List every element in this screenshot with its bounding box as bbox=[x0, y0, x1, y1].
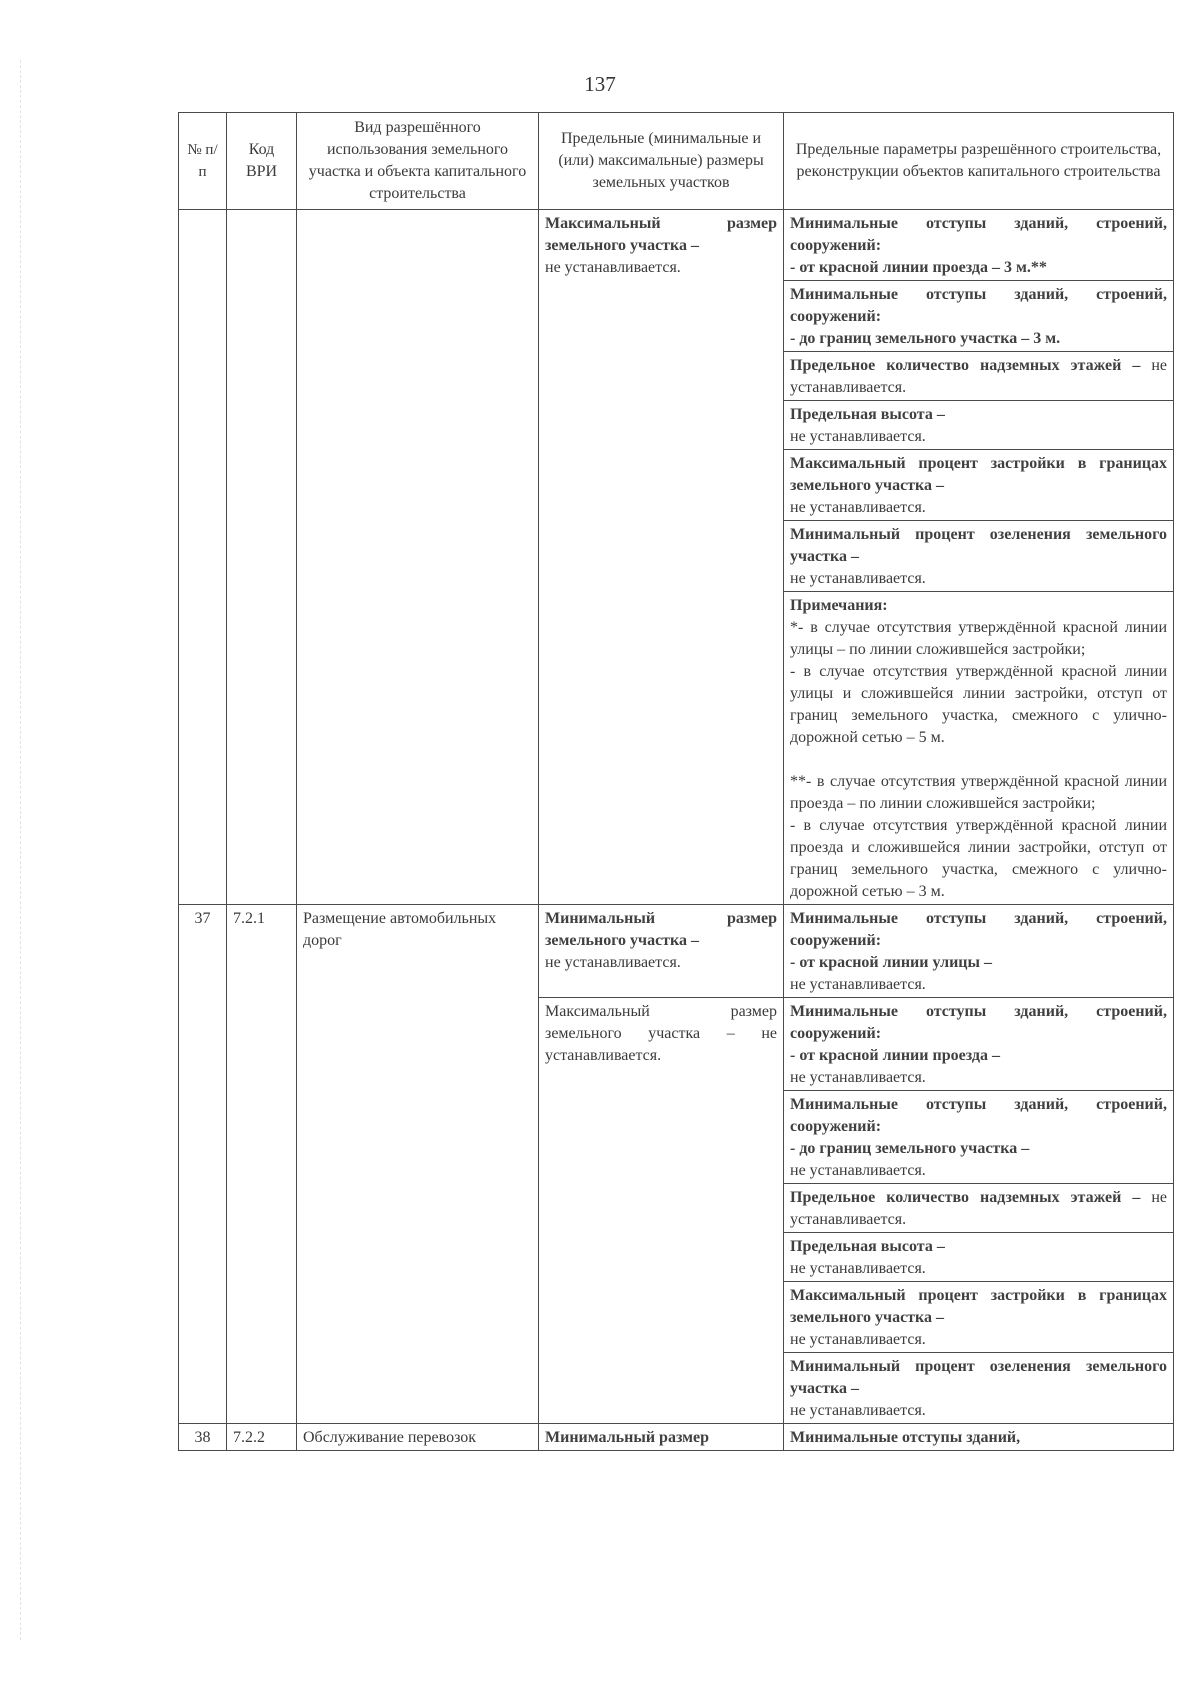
param-notes bbox=[784, 592, 1174, 905]
param-value: не устанавливается. bbox=[790, 499, 926, 516]
param-value: не устанавливается. bbox=[790, 570, 926, 587]
note-item: - в случае отсутствия утверждённой красной линии проезда и сложившейся линии застройки, отступ от границ земельного участка, смежного с улично-дорожной сетью – 3 м. bbox=[790, 817, 1167, 900]
param-value: не устанавливается. bbox=[790, 428, 926, 445]
param-setback bbox=[784, 1424, 1174, 1451]
regulations-table bbox=[178, 112, 1174, 1451]
param-value: не устанавливается. bbox=[790, 976, 926, 993]
table-row bbox=[179, 210, 1174, 281]
cell-code: 7.2.2 bbox=[227, 1424, 297, 1451]
param-setback-boundary bbox=[784, 281, 1174, 352]
cell-number: 37 bbox=[179, 905, 227, 1424]
max-size-label: Максимальный размер земельного участка – bbox=[545, 215, 777, 254]
notes-title: Примечания: bbox=[790, 597, 888, 614]
param-detail: - от красной линии проезда – 3 м.** bbox=[790, 259, 1047, 276]
cell-use-empty bbox=[297, 210, 539, 905]
table-row bbox=[179, 905, 1174, 998]
page-number: 137 bbox=[584, 72, 616, 96]
param-setback-driveway bbox=[784, 210, 1174, 281]
param-detail: - от красной линии проезда – bbox=[790, 1047, 1000, 1064]
param-title: Минимальный процент озеленения земельного участка – bbox=[790, 526, 1167, 565]
param-value: не устанавливается. bbox=[790, 357, 1167, 396]
param-title: Минимальные отступы зданий, bbox=[790, 1429, 1021, 1446]
param-title: Предельная высота – bbox=[790, 406, 945, 423]
param-title: Максимальный процент застройки в границах земельного участка – bbox=[790, 455, 1167, 494]
header-use-type: Вид разрешённого использования земельного участка и объекта капитального строительства bbox=[297, 113, 539, 210]
note-item: **- в случае отсутствия утверждённой красной линии проезда – по линии сложившейся застройки; bbox=[790, 773, 1167, 812]
cell-code: 7.2.1 bbox=[227, 905, 297, 1424]
cell-number: 38 bbox=[179, 1424, 227, 1451]
cell-number-empty bbox=[179, 210, 227, 905]
size-value: не устанавливается. bbox=[545, 954, 681, 971]
size-title: Минимальный размер bbox=[545, 1429, 710, 1446]
param-title: Минимальный процент озеленения земельного участка – bbox=[790, 1358, 1167, 1397]
param-value: не устанавливается. bbox=[790, 1069, 926, 1086]
note-item: - в случае отсутствия утверждённой красной линии улицы и сложившейся линии застройки, отступ от границ земельного участка, смежного с улично-дорожной сетью – 5 м. bbox=[790, 663, 1167, 746]
param-detail: - до границ земельного участка – 3 м. bbox=[790, 330, 1061, 347]
param-title: Предельная высота – bbox=[790, 1238, 945, 1255]
param-floors bbox=[784, 352, 1174, 401]
cell-code-empty bbox=[227, 210, 297, 905]
cell-min-size bbox=[539, 905, 784, 998]
param-setback-driveway bbox=[784, 998, 1174, 1091]
param-title: Минимальные отступы зданий, строений, сооружений: bbox=[790, 286, 1167, 325]
cell-plot-size bbox=[539, 210, 784, 905]
param-detail: - от красной линии улицы – bbox=[790, 954, 992, 971]
param-title: Максимальный процент застройки в границах земельного участка – bbox=[790, 1287, 1167, 1326]
cell-min-size bbox=[539, 1424, 784, 1451]
max-size-value: не устанавливается. bbox=[545, 259, 681, 276]
param-height bbox=[784, 401, 1174, 450]
param-value: не устанавливается. bbox=[790, 1331, 926, 1348]
param-title: Предельное количество надземных этажей – bbox=[790, 1189, 1141, 1206]
cell-use: Размещение автомобильных дорог bbox=[297, 905, 539, 1424]
scan-edge bbox=[20, 60, 21, 1640]
param-title: Минимальные отступы зданий, строений, сооружений: bbox=[790, 1096, 1167, 1135]
param-height bbox=[784, 1233, 1174, 1282]
header-number: № п/п bbox=[179, 113, 227, 210]
param-floors bbox=[784, 1184, 1174, 1233]
param-value: не устанавливается. bbox=[790, 1162, 926, 1179]
cell-max-size: Максимальный размер земельного участка – не устанавливается. bbox=[539, 998, 784, 1424]
param-title: Минимальные отступы зданий, строений, сооружений: bbox=[790, 910, 1167, 949]
param-setback-boundary bbox=[784, 1091, 1174, 1184]
param-detail: - до границ земельного участка – bbox=[790, 1140, 1030, 1157]
table-row bbox=[179, 1424, 1174, 1451]
note-item: *- в случае отсутствия утверждённой красной линии улицы – по линии сложившейся застройки; bbox=[790, 619, 1167, 658]
param-coverage bbox=[784, 450, 1174, 521]
param-greening bbox=[784, 521, 1174, 592]
param-title: Минимальные отступы зданий, строений, сооружений: bbox=[790, 1003, 1167, 1042]
header-plot-sizes: Предельные (минимальные и (или) максимальные) размеры земельных участков bbox=[539, 113, 784, 210]
size-title: Минимальный размер земельного участка – bbox=[545, 910, 777, 949]
param-value: не устанавливается. bbox=[790, 1402, 926, 1419]
param-coverage bbox=[784, 1282, 1174, 1353]
table-header-row bbox=[179, 113, 1174, 210]
header-code: Код ВРИ bbox=[227, 113, 297, 210]
param-setback-street bbox=[784, 905, 1174, 998]
header-construction-params: Предельные параметры разрешённого строительства, реконструкции объектов капитального строительства bbox=[784, 113, 1174, 210]
param-value: не устанавливается. bbox=[790, 1189, 1167, 1228]
param-title: Предельное количество надземных этажей – bbox=[790, 357, 1141, 374]
param-value: не устанавливается. bbox=[790, 1260, 926, 1277]
param-title: Минимальные отступы зданий, строений, сооружений: bbox=[790, 215, 1167, 254]
param-greening bbox=[784, 1353, 1174, 1424]
cell-use: Обслуживание перевозок bbox=[297, 1424, 539, 1451]
